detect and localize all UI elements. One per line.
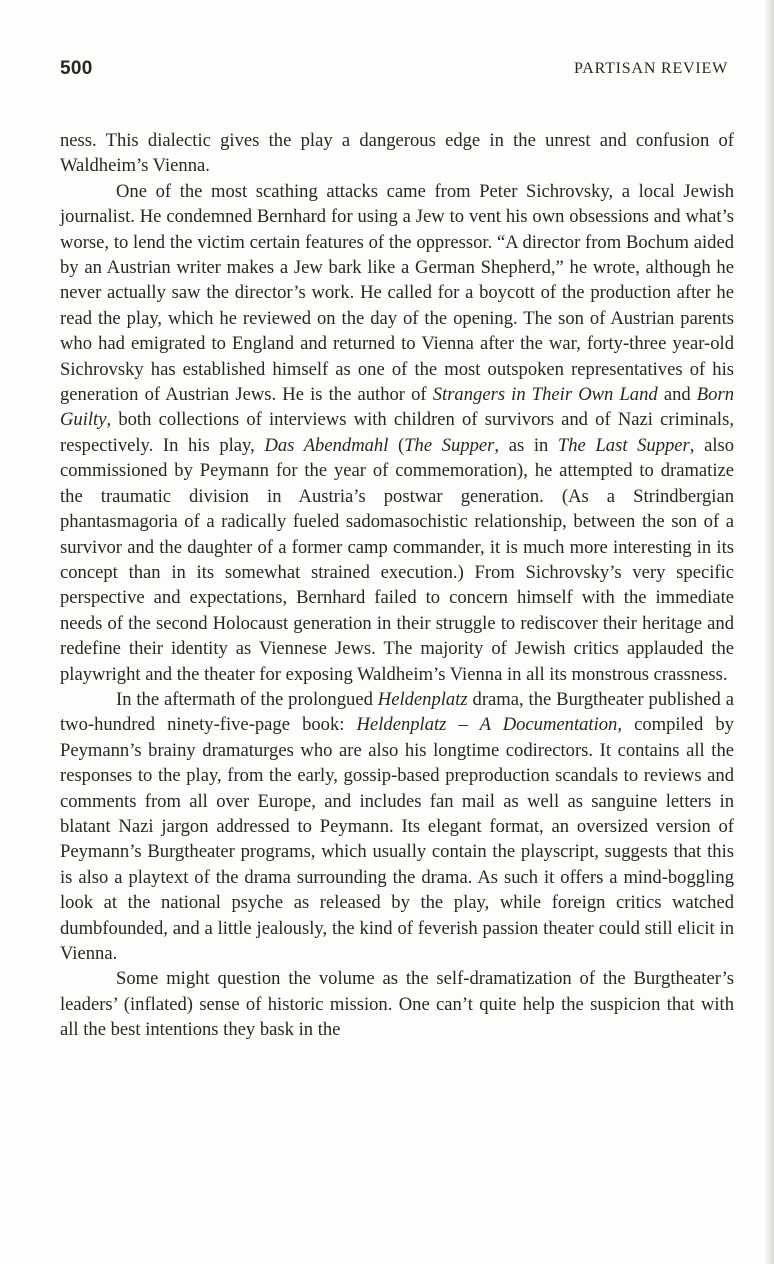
italic-title: The Supper [404,434,495,456]
text-run: ness. This dialectic gives the play a dangerous edge in the unrest and confusion of Waldheim’s Vienna. [60,130,734,177]
italic-title: Heldenplatz [377,688,468,710]
text-run: , as in [494,434,558,456]
running-head: PARTISAN REVIEW [573,60,728,77]
text-run: In the aftermath of the prolongued [116,688,378,710]
italic-title: Heldenplatz – A Documentation [356,714,618,736]
paragraph [60,128,734,179]
page-number: 500 [60,58,93,79]
text-run: Some might question the volume as the self-dramatization of the Burgtheater’s leaders’ (inflated) sense of historic mission. One can’t quite help the suspicion that with all the best intentions they bask in the [60,968,734,1041]
italic-title: Das Abendmahl [264,434,389,456]
italic-title: Strangers in Their Own Land [432,384,658,406]
page-header [60,58,728,84]
page-edge-shadow [764,0,774,1264]
text-run: ( [388,434,405,456]
paragraph [60,966,734,1042]
italic-title: The Last Supper [557,434,690,456]
paragraph [60,687,734,966]
text-run: , both collections of interviews with children of survivors and of Nazi criminals, respectively. In his play, [60,409,734,456]
italic-title: Born Guilty [60,384,734,431]
text-run: and [657,384,697,406]
text-run: , also commissioned by Peymann for the year of commemoration), he attempted to dramatize the traumatic division in Austria’s postwar generation. (As a Strindbergian phantasmagoria of a radically fueled sadomasochistic relationship, between the son of a survivor and the daughter of a former camp commander, it is much more interesting in its concept than in its somewhat strained execution.) From Sichrovsky’s very specific perspective and expectations, Bernhard failed to concern himself with the immediate needs of the second Holocaust generation in their struggle to rediscover their heritage and redefine their identity as Viennese Jews. The majority of Jewish critics applauded the playwright and the theater for exposing Waldheim’s Vienna in all its monstrous crassness. [60,434,735,685]
article-body [60,128,734,1043]
text-run: drama, the Burgtheater published a two-hundred ninety-five-page book: [60,688,734,736]
paragraph [60,179,734,687]
text-run: , compiled by Peymann’s brainy dramaturges who are also his longtime codirectors. It contains all the responses to the play, from the early, gossip-based preproduction scandals to reviews and comments from all over Europe, and includes fan mail as well as sanguine letters in blatant Nazi jargon addressed to Peymann. Its elegant format, an oversized version of Peymann’s Burgtheater programs, which usually contain the playscript, suggests that this is also a playtext of the drama surrounding the drama. As such it offers a mind-boggling look at the national psyche as released by the play, while foreign critics watched dumbfounded, and a little jealously, the kind of feverish passion theater could still elicit in Vienna. [60,714,734,964]
text-run: One of the most scathing attacks came from Peter Sichrovsky, a local Jewish journalist. He condemned Bernhard for using a Jew to vent his own obsessions and what’s worse, to lend the victim certain features of the oppressor. “A director from Bochum aided by an Austrian writer makes a Jew bark like a German Shepherd,” he wrote, although he never actually saw the director’s work. He called for a boycott of the production after he read the play, which he reviewed on the day of the opening. The son of Austrian parents who had emigrated to England and returned to Vienna after the war, forty-three year-old Sichrovsky has established himself as one of the most outspoken representatives of his generation of Austrian Jews. He is the author of [60,180,734,406]
